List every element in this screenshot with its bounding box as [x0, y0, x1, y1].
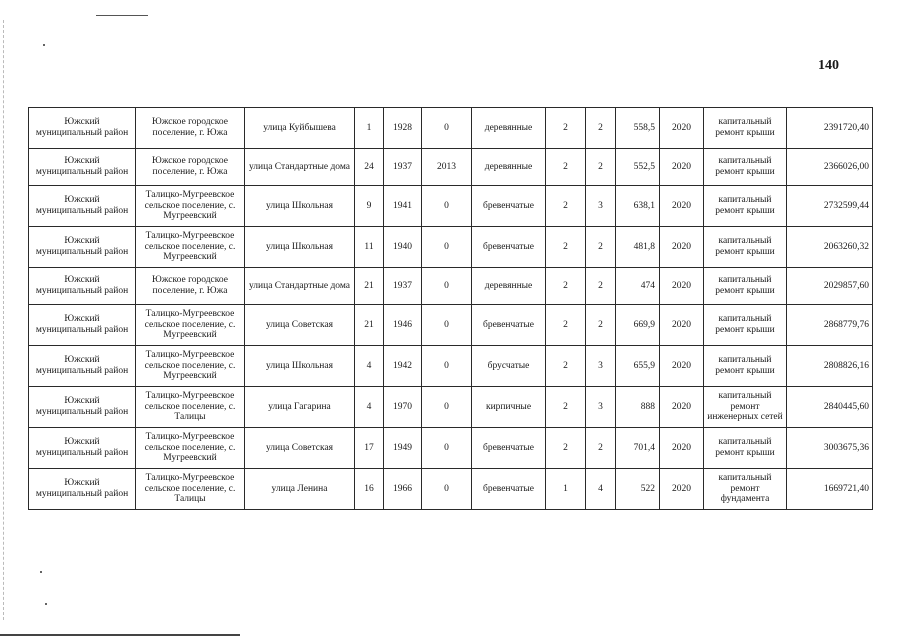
area-cell: 558,5	[616, 108, 660, 149]
year-built-cell: 1937	[384, 149, 422, 186]
entrances-cell: 2	[586, 268, 616, 305]
table-row	[29, 387, 873, 428]
house-number-cell: 4	[355, 387, 384, 428]
entrances-cell: 2	[586, 149, 616, 186]
work-type-cell: капитальный ремонт крыши	[704, 428, 787, 469]
floors-cell: 2	[546, 428, 586, 469]
area-cell: 701,4	[616, 428, 660, 469]
year-built-cell: 1949	[384, 428, 422, 469]
bottom-rule	[0, 634, 240, 636]
street-cell: улица Советская	[245, 428, 355, 469]
year-reconstructed-cell: 0	[422, 305, 472, 346]
housing-repair-table	[28, 107, 873, 510]
table-row	[29, 186, 873, 227]
year-reconstructed-cell: 0	[422, 428, 472, 469]
work-type-cell: капитальный ремонт крыши	[704, 227, 787, 268]
wall-material-cell: брусчатые	[472, 346, 546, 387]
area-cell: 888	[616, 387, 660, 428]
house-number-cell: 24	[355, 149, 384, 186]
wall-material-cell: бревенчатые	[472, 469, 546, 510]
cost-cell: 2029857,60	[787, 268, 873, 305]
district-cell: Южский муниципальный район	[29, 149, 136, 186]
district-cell: Южский муниципальный район	[29, 227, 136, 268]
settlement-cell: Талицко-Мугреевское сельское поселение, с. Мугреевский	[136, 227, 245, 268]
work-type-cell: капитальный ремонт инженерных сетей	[704, 387, 787, 428]
work-type-cell: капитальный ремонт крыши	[704, 268, 787, 305]
cost-cell: 1669721,40	[787, 469, 873, 510]
floors-cell: 2	[546, 227, 586, 268]
table-row	[29, 469, 873, 510]
floors-cell: 2	[546, 149, 586, 186]
settlement-cell: Талицко-Мугреевское сельское поселение, с. Талицы	[136, 387, 245, 428]
year-built-cell: 1942	[384, 346, 422, 387]
street-cell: улица Школьная	[245, 186, 355, 227]
house-number-cell: 1	[355, 108, 384, 149]
table-row	[29, 227, 873, 268]
area-cell: 638,1	[616, 186, 660, 227]
year-built-cell: 1928	[384, 108, 422, 149]
entrances-cell: 4	[586, 469, 616, 510]
house-number-cell: 9	[355, 186, 384, 227]
street-cell: улица Гагарина	[245, 387, 355, 428]
cost-cell: 2868779,76	[787, 305, 873, 346]
settlement-cell: Талицко-Мугреевское сельское поселение, с. Мугреевский	[136, 346, 245, 387]
entrances-cell: 2	[586, 108, 616, 149]
table-row	[29, 305, 873, 346]
entrances-cell: 3	[586, 387, 616, 428]
wall-material-cell: бревенчатые	[472, 305, 546, 346]
table-row	[29, 268, 873, 305]
repair-year-cell: 2020	[660, 186, 704, 227]
work-type-cell: капитальный ремонт крыши	[704, 149, 787, 186]
wall-material-cell: деревянные	[472, 268, 546, 305]
street-cell: улица Школьная	[245, 346, 355, 387]
settlement-cell: Талицко-Мугреевское сельское поселение, с. Мугреевский	[136, 305, 245, 346]
floors-cell: 2	[546, 268, 586, 305]
table-row	[29, 346, 873, 387]
entrances-cell: 3	[586, 346, 616, 387]
house-number-cell: 4	[355, 346, 384, 387]
repair-year-cell: 2020	[660, 305, 704, 346]
house-number-cell: 17	[355, 428, 384, 469]
entrances-cell: 2	[586, 305, 616, 346]
table-body	[29, 108, 873, 510]
floors-cell: 2	[546, 305, 586, 346]
house-number-cell: 16	[355, 469, 384, 510]
page-number: 140	[818, 58, 839, 73]
repair-year-cell: 2020	[660, 108, 704, 149]
settlement-cell: Южское городское поселение, г. Южа	[136, 268, 245, 305]
floors-cell: 2	[546, 346, 586, 387]
top-rule	[96, 15, 148, 16]
cost-cell: 2840445,60	[787, 387, 873, 428]
year-reconstructed-cell: 0	[422, 346, 472, 387]
district-cell: Южский муниципальный район	[29, 268, 136, 305]
scan-speck	[43, 44, 45, 46]
year-built-cell: 1937	[384, 268, 422, 305]
floors-cell: 1	[546, 469, 586, 510]
area-cell: 481,8	[616, 227, 660, 268]
district-cell: Южский муниципальный район	[29, 387, 136, 428]
year-reconstructed-cell: 0	[422, 227, 472, 268]
repair-year-cell: 2020	[660, 227, 704, 268]
street-cell: улица Стандартные дома	[245, 149, 355, 186]
district-cell: Южский муниципальный район	[29, 428, 136, 469]
work-type-cell: капитальный ремонт крыши	[704, 186, 787, 227]
year-reconstructed-cell: 0	[422, 186, 472, 227]
settlement-cell: Южское городское поселение, г. Южа	[136, 149, 245, 186]
table-row	[29, 149, 873, 186]
year-reconstructed-cell: 0	[422, 387, 472, 428]
wall-material-cell: бревенчатые	[472, 428, 546, 469]
table-row	[29, 108, 873, 149]
floors-cell: 2	[546, 186, 586, 227]
entrances-cell: 3	[586, 186, 616, 227]
wall-material-cell: кирпичные	[472, 387, 546, 428]
settlement-cell: Талицко-Мугреевское сельское поселение, с. Мугреевский	[136, 186, 245, 227]
cost-cell: 2063260,32	[787, 227, 873, 268]
district-cell: Южский муниципальный район	[29, 108, 136, 149]
wall-material-cell: бревенчатые	[472, 186, 546, 227]
area-cell: 474	[616, 268, 660, 305]
street-cell: улица Советская	[245, 305, 355, 346]
scan-speck	[40, 571, 42, 573]
work-type-cell: капитальный ремонт фундамента	[704, 469, 787, 510]
table-row	[29, 428, 873, 469]
floors-cell: 2	[546, 387, 586, 428]
work-type-cell: капитальный ремонт крыши	[704, 346, 787, 387]
settlement-cell: Южское городское поселение, г. Южа	[136, 108, 245, 149]
street-cell: улица Стандартные дома	[245, 268, 355, 305]
entrances-cell: 2	[586, 428, 616, 469]
street-cell: улица Ленина	[245, 469, 355, 510]
year-reconstructed-cell: 0	[422, 469, 472, 510]
area-cell: 522	[616, 469, 660, 510]
house-number-cell: 21	[355, 305, 384, 346]
year-reconstructed-cell: 2013	[422, 149, 472, 186]
entrances-cell: 2	[586, 227, 616, 268]
scan-speck	[45, 603, 47, 605]
district-cell: Южский муниципальный район	[29, 346, 136, 387]
repair-year-cell: 2020	[660, 428, 704, 469]
year-built-cell: 1946	[384, 305, 422, 346]
repair-year-cell: 2020	[660, 469, 704, 510]
year-built-cell: 1941	[384, 186, 422, 227]
repair-year-cell: 2020	[660, 387, 704, 428]
cost-cell: 2808826,16	[787, 346, 873, 387]
area-cell: 669,9	[616, 305, 660, 346]
cost-cell: 3003675,36	[787, 428, 873, 469]
district-cell: Южский муниципальный район	[29, 186, 136, 227]
area-cell: 655,9	[616, 346, 660, 387]
repair-year-cell: 2020	[660, 149, 704, 186]
house-number-cell: 11	[355, 227, 384, 268]
cost-cell: 2732599,44	[787, 186, 873, 227]
repair-year-cell: 2020	[660, 346, 704, 387]
year-built-cell: 1970	[384, 387, 422, 428]
repair-year-cell: 2020	[660, 268, 704, 305]
wall-material-cell: деревянные	[472, 108, 546, 149]
district-cell: Южский муниципальный район	[29, 305, 136, 346]
street-cell: улица Школьная	[245, 227, 355, 268]
year-built-cell: 1940	[384, 227, 422, 268]
settlement-cell: Талицко-Мугреевское сельское поселение, с. Мугреевский	[136, 428, 245, 469]
house-number-cell: 21	[355, 268, 384, 305]
scan-left-edge	[3, 20, 4, 620]
settlement-cell: Талицко-Мугреевское сельское поселение, с. Талицы	[136, 469, 245, 510]
year-built-cell: 1966	[384, 469, 422, 510]
street-cell: улица Куйбышева	[245, 108, 355, 149]
wall-material-cell: деревянные	[472, 149, 546, 186]
floors-cell: 2	[546, 108, 586, 149]
cost-cell: 2391720,40	[787, 108, 873, 149]
year-reconstructed-cell: 0	[422, 268, 472, 305]
work-type-cell: капитальный ремонт крыши	[704, 305, 787, 346]
district-cell: Южский муниципальный район	[29, 469, 136, 510]
wall-material-cell: бревенчатые	[472, 227, 546, 268]
area-cell: 552,5	[616, 149, 660, 186]
cost-cell: 2366026,00	[787, 149, 873, 186]
year-reconstructed-cell: 0	[422, 108, 472, 149]
work-type-cell: капитальный ремонт крыши	[704, 108, 787, 149]
